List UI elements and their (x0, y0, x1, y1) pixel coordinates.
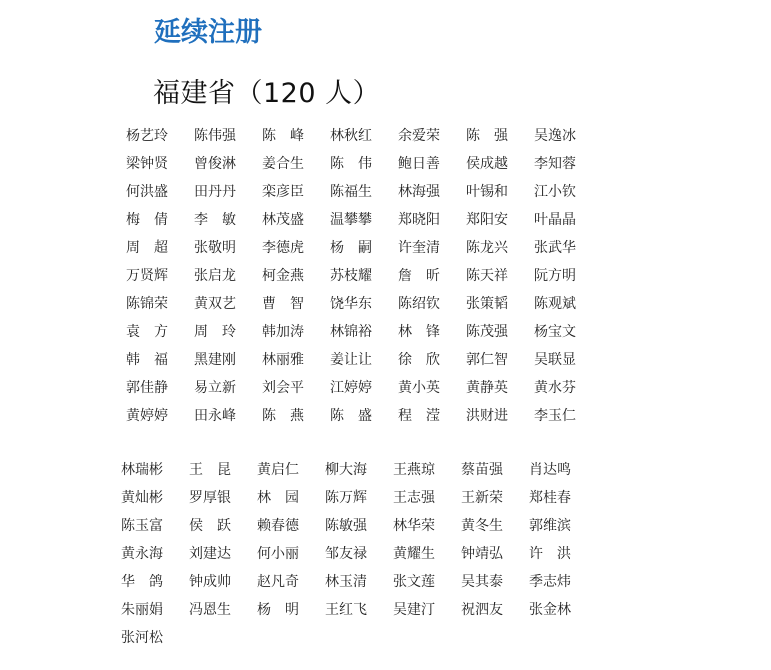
person-name: 侯 跃 (189, 518, 231, 534)
person-name: 余爱荣 (398, 128, 440, 144)
person-name: 黄静英 (466, 380, 508, 396)
person-name: 罗厚银 (189, 490, 231, 506)
person-name: 周 超 (126, 240, 168, 256)
person-name: 林玉清 (325, 574, 367, 590)
person-name: 吴逸冰 (534, 128, 576, 144)
person-name: 吴联显 (534, 352, 576, 368)
person-name: 徐 欣 (398, 352, 440, 368)
person-name: 张敬明 (194, 240, 236, 256)
person-name: 陈福生 (330, 184, 372, 200)
person-name: 赖春德 (257, 518, 299, 534)
person-name: 梅 倩 (126, 212, 168, 228)
person-name: 林 园 (257, 490, 299, 506)
person-name: 郑阳安 (466, 212, 508, 228)
person-name: 林秋红 (330, 128, 372, 144)
person-name: 万贤辉 (126, 268, 168, 284)
person-name: 钟靖弘 (461, 546, 503, 562)
person-name: 陈 强 (466, 128, 508, 144)
person-name: 姜让让 (330, 352, 372, 368)
person-name: 郭维滨 (529, 518, 571, 534)
person-name: 侯成越 (466, 156, 508, 172)
person-name: 韩 福 (126, 352, 168, 368)
person-name: 陈 燕 (262, 408, 304, 424)
person-name: 苏枝耀 (330, 268, 372, 284)
person-name: 叶锡和 (466, 184, 508, 200)
person-name: 季志炜 (529, 574, 571, 590)
person-name: 江婷婷 (330, 380, 372, 396)
person-name: 梁钟贤 (126, 156, 168, 172)
person-name: 洪财进 (466, 408, 508, 424)
person-name: 陈 伟 (330, 156, 372, 172)
person-name: 林华荣 (393, 518, 435, 534)
person-name: 詹 昕 (398, 268, 440, 284)
section-title: 延续注册 (154, 17, 262, 48)
person-name: 陈茂强 (466, 324, 508, 340)
person-name: 林 锋 (398, 324, 440, 340)
person-name: 易立新 (194, 380, 236, 396)
province-heading: 福建省（120 人） (153, 78, 381, 109)
person-name: 何洪盛 (126, 184, 168, 200)
person-name: 许奎清 (398, 240, 440, 256)
person-name: 李玉仁 (534, 408, 576, 424)
person-name: 华 鸽 (121, 574, 163, 590)
person-name: 郭仁智 (466, 352, 508, 368)
person-name: 张金林 (529, 602, 571, 618)
person-name: 何小丽 (257, 546, 299, 562)
person-name: 黑建刚 (194, 352, 236, 368)
person-name: 黄双艺 (194, 296, 236, 312)
person-name: 张文莲 (393, 574, 435, 590)
person-name: 许 洪 (529, 546, 571, 562)
person-name: 吴其泰 (461, 574, 503, 590)
person-name: 杨艺玲 (126, 128, 168, 144)
person-name: 黄启仁 (257, 462, 299, 478)
person-name: 肖达鸣 (529, 462, 571, 478)
person-name: 陈伟强 (194, 128, 236, 144)
person-name: 吴建汀 (393, 602, 435, 618)
person-name: 林丽雅 (262, 352, 304, 368)
person-name: 温攀攀 (330, 212, 372, 228)
person-name: 田永峰 (194, 408, 236, 424)
person-name: 阮方明 (534, 268, 576, 284)
person-name: 李知蓉 (534, 156, 576, 172)
person-name: 蔡苗强 (461, 462, 503, 478)
person-name: 程 滢 (398, 408, 440, 424)
person-name: 林锦裕 (330, 324, 372, 340)
person-name: 陈 盛 (330, 408, 372, 424)
person-name: 李德虎 (262, 240, 304, 256)
person-name: 张策韬 (466, 296, 508, 312)
person-name: 周 玲 (194, 324, 236, 340)
person-name: 赵凡奇 (257, 574, 299, 590)
person-name: 李 敏 (194, 212, 236, 228)
person-name: 韩加涛 (262, 324, 304, 340)
person-name: 钟成帅 (189, 574, 231, 590)
person-name: 袁 方 (126, 324, 168, 340)
person-name: 黄小英 (398, 380, 440, 396)
person-name: 王新荣 (461, 490, 503, 506)
person-name: 郑晓阳 (398, 212, 440, 228)
person-name: 叶晶晶 (534, 212, 576, 228)
person-name: 王红飞 (325, 602, 367, 618)
person-name: 陈玉富 (121, 518, 163, 534)
person-name: 柳大海 (325, 462, 367, 478)
person-name: 陈敏强 (325, 518, 367, 534)
person-name: 鲍日善 (398, 156, 440, 172)
person-name: 曾俊淋 (194, 156, 236, 172)
person-name: 黄耀生 (393, 546, 435, 562)
person-name: 祝泗友 (461, 602, 503, 618)
person-name: 陈龙兴 (466, 240, 508, 256)
person-name: 柯金燕 (262, 268, 304, 284)
person-name: 郑桂春 (529, 490, 571, 506)
person-name: 黄永海 (121, 546, 163, 562)
person-name: 陈 峰 (262, 128, 304, 144)
person-name: 陈绍钦 (398, 296, 440, 312)
person-name: 王 昆 (189, 462, 231, 478)
person-name: 曹 智 (262, 296, 304, 312)
person-name: 田丹丹 (194, 184, 236, 200)
person-name: 刘会平 (262, 380, 304, 396)
person-name: 黄灿彬 (121, 490, 163, 506)
person-name: 杨宝文 (534, 324, 576, 340)
person-name: 栾彦臣 (262, 184, 304, 200)
person-name: 姜合生 (262, 156, 304, 172)
person-name: 陈天祥 (466, 268, 508, 284)
person-name: 黄水芬 (534, 380, 576, 396)
person-name: 林茂盛 (262, 212, 304, 228)
person-name: 杨 嗣 (330, 240, 372, 256)
person-name: 邹友禄 (325, 546, 367, 562)
person-name: 林海强 (398, 184, 440, 200)
person-name: 陈万辉 (325, 490, 367, 506)
person-name: 黄婷婷 (126, 408, 168, 424)
person-name: 王燕琼 (393, 462, 435, 478)
person-name: 黄冬生 (461, 518, 503, 534)
person-name: 张武华 (534, 240, 576, 256)
person-name: 陈观斌 (534, 296, 576, 312)
person-name: 林瑞彬 (121, 462, 163, 478)
person-name: 张河松 (121, 630, 163, 646)
person-name: 江小钦 (534, 184, 576, 200)
person-name: 郭佳静 (126, 380, 168, 396)
name-list-group-2 (121, 456, 597, 652)
person-name: 陈锦荣 (126, 296, 168, 312)
person-name: 冯恩生 (189, 602, 231, 618)
person-name: 刘建达 (189, 546, 231, 562)
person-name: 饶华东 (330, 296, 372, 312)
person-name: 朱丽娟 (121, 602, 163, 618)
person-name: 王志强 (393, 490, 435, 506)
name-list-group-1 (126, 122, 602, 430)
person-name: 杨 明 (257, 602, 299, 618)
person-name: 张启龙 (194, 268, 236, 284)
